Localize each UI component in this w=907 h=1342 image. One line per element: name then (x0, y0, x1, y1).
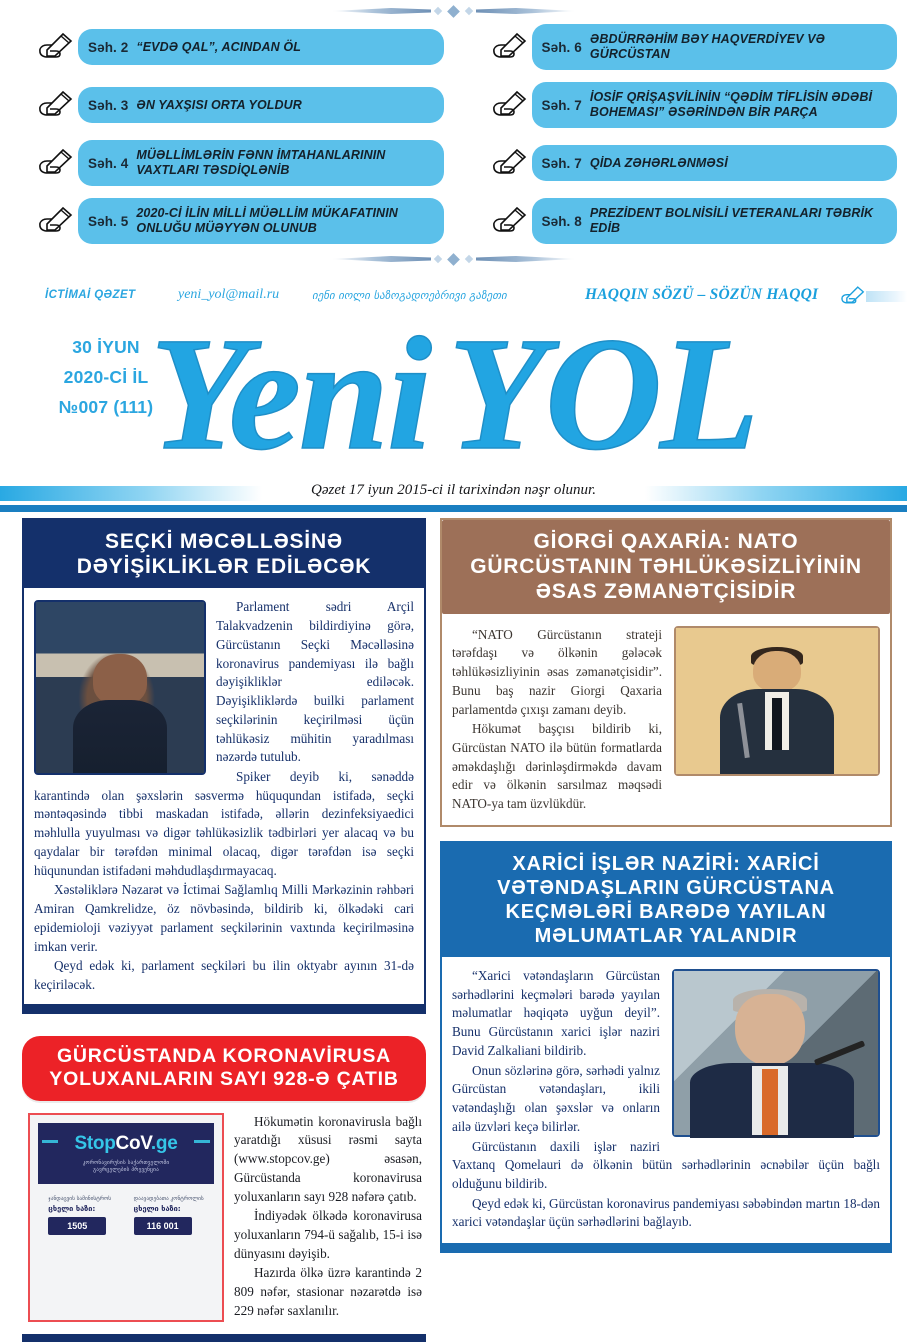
ornament-diamond-small-left (434, 7, 442, 15)
stopcov-hotlines (38, 1184, 214, 1243)
stopcov-logo-cov: CoV (116, 1133, 151, 1154)
masthead-bottom-rule (0, 505, 907, 512)
index-page-number: Səh. 8 (542, 214, 582, 229)
index-item[interactable] (490, 134, 898, 192)
ornament-diamond-center (447, 253, 460, 266)
stopcov-logo-stop: Stop (75, 1133, 116, 1154)
stopcov-logo (44, 1133, 208, 1155)
stopcov-hotline-ncdc (134, 1196, 204, 1235)
logo-word-yeni: Yeni (150, 305, 430, 484)
article-covid-headline: GÜRCÜSTANDA KORONAVİRUSA YOLUXANLARIN SAYI 928-Ə ÇATIB (22, 1036, 426, 1101)
email-address[interactable]: yeni_yol@mail.ru (178, 287, 279, 303)
ornament-diamond-small-right (465, 255, 473, 263)
stopcov-subtitle-line1: კორონავირუსის საქართველოში (44, 1160, 208, 1168)
masthead-fade-bar (866, 291, 907, 302)
stopcov-banner (38, 1123, 214, 1185)
paragraph: Onun sözlərinə görə, sərhədi yalnız Gürcüstan vətəndaşları, ikili vətəndaşlığı olan şəxslər və onların ailə üzvləri keçə bilirlər. (452, 1062, 880, 1137)
ornament-wing-right (476, 8, 576, 14)
index-item[interactable] (490, 18, 898, 76)
ornament-wing-right (476, 256, 576, 262)
paragraph: Hökumətin koronavirusla bağlı yaratdığı xüsusi rəsmi sayta (www.stopcov.ge) əsasən, Gürcüstanda koronavirusa yoluxanların sayı 928 nəfərə çatıb. (234, 1113, 422, 1207)
paragraph: Hazırda ölkə üzrə karantində 2 809 nəfər, stasionar nəzarətdə isə 229 nəfər saxlanılır. (234, 1264, 422, 1320)
article-election-headline: SEÇKİ MƏCƏLLƏSİNƏ DƏYİŞİKLİKLƏR EDİLƏCƏK (24, 520, 424, 588)
index-page-number: Səh. 7 (542, 156, 582, 171)
index-pill[interactable] (78, 140, 444, 186)
paragraph: “NATO Gürcüstanın strateji tərəfdaşı və ölkənin gələcək təhlükəsizliyinin əsas zəmanətçisidir”. Bunu baş nazir Giorgi Qaxaria parlamentdə çıxışı zamanı deyib. (452, 626, 662, 720)
index-pill[interactable] (532, 145, 898, 181)
photo-pen (814, 1040, 865, 1065)
article-nato-body (452, 626, 662, 815)
stopcov-hotline-health (48, 1196, 111, 1235)
index-item[interactable] (490, 192, 898, 250)
ornament-wing-left (331, 8, 431, 14)
photo-tie (762, 1069, 778, 1135)
article-election[interactable] (22, 518, 426, 1014)
index-item[interactable] (490, 76, 898, 134)
ornament-diamond-center (447, 5, 460, 18)
issue-date-day: 30 İYUN (36, 332, 176, 362)
founded-text: Qəzet 17 iyun 2015-ci il tarixindən nəşr olunur. (0, 482, 907, 499)
index-column-right (454, 18, 907, 250)
hand-pen-icon (36, 90, 76, 120)
hotline-health-number: 1505 (48, 1217, 106, 1235)
stopcov-subtitle-line2: გავრცელების პრევენცია (44, 1167, 208, 1175)
article-election-photo (34, 600, 206, 775)
index-title: 2020-Cİ İLİN MİLLİ MÜƏLLİM MÜKAFATININ ONLUĞU MÜƏYYƏN OLUNUB (136, 206, 431, 236)
paragraph: “Xarici vətəndaşların Gürcüstan sərhədlərini keçmələri barədə yayılan məlumatlar həqiqətə uyğun deyil”. Bunu Gürcüstanın xarici işlər naziri David Zalkaliani bildirib. (452, 967, 880, 1061)
issue-number: №007 (111) (36, 392, 176, 422)
contents-index (0, 18, 907, 250)
index-column-left (0, 18, 454, 250)
index-pill[interactable] (78, 29, 444, 65)
hotline-health-org: ჯანდაცვის სამინისტროს (48, 1196, 111, 1202)
hotline-ncdc-sub: ცხელი ხაზი: (134, 1204, 204, 1214)
masthead-info-line (0, 283, 907, 307)
hand-pen-icon (490, 206, 530, 236)
article-nato-headline: GİORGİ QAXARİA: NATO GÜRCÜSTANIN TƏHLÜKƏSİZLİYİNİN ƏSAS ZƏMANƏTÇİSİDİR (442, 520, 890, 614)
article-borders-headline: XARİCİ İŞLƏR NAZİRİ: XARİCİ VƏTƏNDAŞLARIN GÜRCÜSTANA KEÇMƏLƏRİ BARƏDƏ YAYILAN MƏLUMATLAR YALANDIR (442, 843, 890, 957)
index-title: MÜƏLLİMLƏRİN FƏNN İMTAHANLARININ VAXTLARI TƏSDİQLƏNİB (136, 148, 431, 178)
paragraph: Xəstəliklərə Nəzarət və İctimai Sağlamlıq Milli Mərkəzinin rəhbəri Amiran Qamkrelidze, öz növbəsində, bildirib ki, ölkədəki cari epidemioloji vəziyyət parlament seçkilərinin vaxtında keçirilməsinə imkan verir. (34, 881, 414, 956)
hand-pen-icon (36, 32, 76, 62)
hand-pen-icon (490, 148, 530, 178)
left-column (22, 518, 426, 1342)
hand-pen-icon (840, 285, 866, 312)
index-pill[interactable] (78, 198, 444, 244)
ornament-wing-left (331, 256, 431, 262)
hand-pen-icon (36, 206, 76, 236)
right-column (440, 518, 892, 1253)
index-page-number: Səh. 2 (88, 40, 128, 55)
index-item[interactable] (36, 18, 444, 76)
issue-date-year: 2020-Cİ İL (36, 362, 176, 392)
index-title: İOSİF QRİŞAŞVİLİNİN “QƏDİM TİFLİSİN ƏDƏBİ BOHEMASI” ƏSƏRİNDƏN BİR PARÇA (590, 90, 885, 120)
hotline-ncdc-number: 116 001 (134, 1217, 192, 1235)
ornament-diamond-small-right (465, 7, 473, 15)
paragraph: İndiyədək ölkədə koronavirusa yoluxanların 794-ü sağalıb, 15-i isə dünyasını dəyişib. (234, 1207, 422, 1263)
index-page-number: Səh. 5 (88, 214, 128, 229)
article-covid-bottom-rule (22, 1334, 426, 1342)
photo-head (753, 651, 801, 692)
index-title: ƏN YAXŞISI ORTA YOLDUR (136, 98, 302, 113)
photo-head (735, 994, 804, 1066)
stopcov-logo-ge: .ge (151, 1133, 178, 1154)
masthead-slogan: HAQQIN SÖZÜ – SÖZÜN HAQQI (585, 286, 818, 304)
photo-prime-minister (676, 628, 878, 774)
index-title: “EVDƏ QAL”, ACINDAN ÖL (136, 40, 301, 55)
index-page-number: Səh. 3 (88, 98, 128, 113)
ornament-diamond-small-left (434, 255, 442, 263)
index-item[interactable] (36, 134, 444, 192)
article-borders-bottom-rule (442, 1243, 890, 1251)
article-covid[interactable] (22, 1036, 426, 1342)
hotline-health-sub: ცხელი ხაზი: (48, 1204, 111, 1214)
index-title: QİDA ZƏHƏRLƏNMƏSİ (590, 156, 728, 171)
paragraph-closing: Qeyd edək ki, Gürcüstan koronavirus pandemiyası səbəbindən martın 18-dən xarici vətəndaşlar üçün sərhədlərini bağlayıb. (452, 1195, 880, 1232)
index-title: ƏBDÜRRƏHİM BƏY HAQVERDİYEV VƏ GÜRCÜSTAN (590, 32, 885, 62)
article-nato-photo (674, 626, 880, 776)
index-item[interactable] (36, 192, 444, 250)
paragraph: Gürcüstanın daxili işlər naziri Vaxtanq Qomelauri də ölkənin bütün sərhədlərinin əcnəbilər üçün bağlı olduğunu bildirib. (452, 1138, 880, 1194)
stopcov-subtitle (44, 1160, 208, 1176)
paragraph: Spiker deyib ki, sənəddə karantində olan şəxslərin səsvermə hüququndan istifadə, seçki məntəqəsində tibbi maskadan istifadə, əllərin dezinfeksiyaedici məhlulla yuyulması və digər təhlükəsizlik tədbirləri yer alacaq və bu qaydalar bir tərəfdən minimal olacaq, digər tərəfdən isə seçki hüqunundan istifadəni məhdudlaşdırmayacaq. (34, 768, 414, 880)
index-page-number: Səh. 6 (542, 40, 582, 55)
hotline-health-label (48, 1196, 111, 1214)
stopcov-card (28, 1113, 224, 1322)
index-pill[interactable] (532, 198, 898, 244)
index-item[interactable] (36, 76, 444, 134)
article-nato[interactable] (440, 518, 892, 827)
top-ornament (0, 4, 907, 18)
hotline-ncdc-label (134, 1196, 204, 1214)
hotline-ncdc-org: დაავადებათა კონტროლის (134, 1196, 204, 1202)
photo-foreign-minister (674, 971, 878, 1135)
article-election-bottom-rule (24, 1004, 424, 1012)
index-title: PREZİDENT BOLNİSİLİ VETERANLARI TƏBRİK EDİB (590, 206, 885, 236)
paragraph: Parlament sədri Arçil Talakvadzenin bildirdiyinə görə, Gürcüstanın Seçki Məcəlləsinə koronavirus pandemiyası ilə bağlı dəyişikliklər ediləcək. Dəyişikliklərdə builki parlament seçkilərinin keçirilməsi üçün təhlükəsiz mühitin yaradılması nəzərdə tutulub. (34, 598, 414, 767)
paragraph: Hökumət başçısı bildirib ki, Gürcüstan NATO ilə bütün formatlarda əməkdaşlığı dərinləşdirməkdə davam edir və ölkənin sarsılmaz məqsədi NATO-ya tam üzvlükdür. (452, 720, 662, 814)
founded-bar (0, 482, 907, 504)
publication-type-label: İCTİMAİ QƏZET (45, 289, 135, 301)
photo-parliament-speaker (36, 602, 204, 773)
hand-pen-icon (490, 90, 530, 120)
masthead-ornament (0, 252, 907, 266)
article-borders[interactable] (440, 841, 892, 1253)
photo-tie (772, 698, 782, 751)
article-covid-body (234, 1113, 422, 1322)
index-page-number: Səh. 7 (542, 98, 582, 113)
hand-pen-icon (36, 148, 76, 178)
index-pill[interactable] (78, 87, 444, 123)
georgian-subtitle: იენი იოლი საზოგადოებრივი გაზეთი (312, 289, 507, 302)
paragraph: Qeyd edək ki, parlament seçkiləri bu ilin oktyabr ayının 31-də keçiriləcək. (34, 957, 414, 994)
hand-pen-icon (490, 32, 530, 62)
index-page-number: Səh. 4 (88, 156, 128, 171)
logo-word-yol: YOL (448, 305, 757, 484)
index-pill[interactable] (532, 24, 898, 70)
newspaper-logo (150, 312, 907, 477)
article-borders-photo (672, 969, 880, 1137)
index-pill[interactable] (532, 82, 898, 128)
